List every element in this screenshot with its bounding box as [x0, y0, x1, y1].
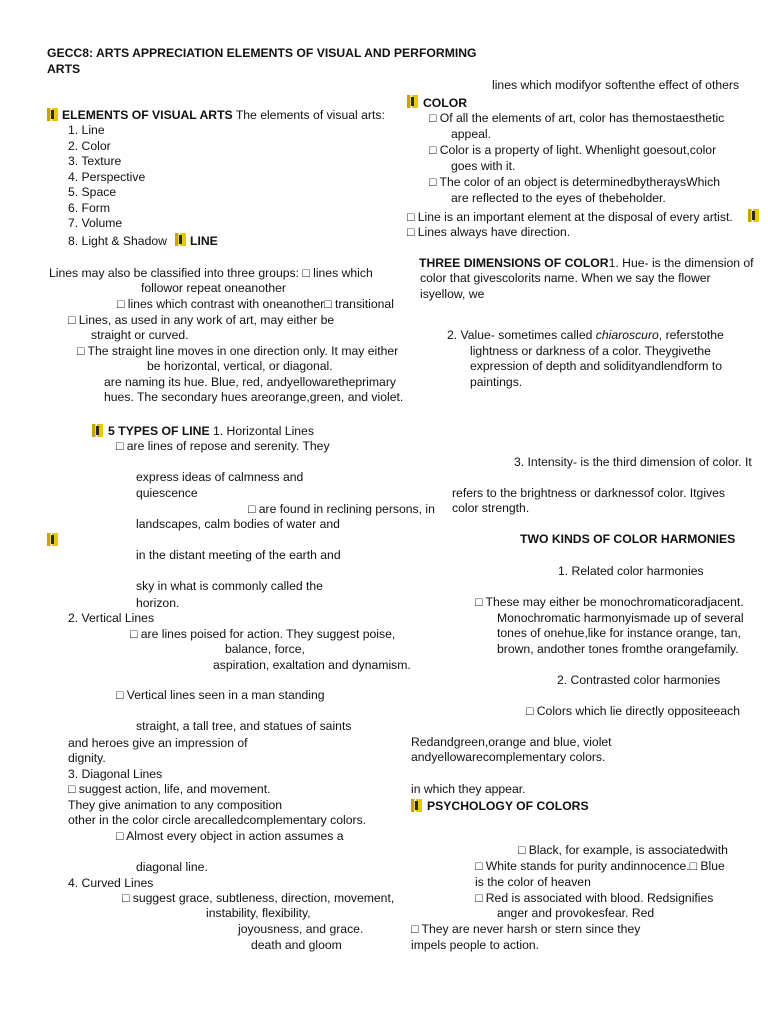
- elements-list-item: 6. Form: [68, 201, 110, 215]
- line-heading: LINE: [190, 234, 218, 248]
- color-line: □ The color of an object is determinedbytheraysWhich: [429, 175, 720, 189]
- groups-line: followor repeat oneanother: [141, 281, 286, 295]
- dims-line: color that givescolorits name. When we say the flower: [420, 271, 711, 285]
- types-line: 2. Vertical Lines: [68, 611, 155, 625]
- intensity-line: 3. Intensity- is the third dimension of color. It: [514, 455, 752, 469]
- groups-line: straight or curved.: [91, 328, 189, 342]
- types-line: landscapes, calm bodies of water and: [136, 517, 340, 531]
- types-line: aspiration, exaltation and dynamism.: [213, 658, 411, 672]
- value-italic: chiaroscuro: [595, 328, 659, 342]
- groups-line: hues. The secondary hues areorange,green, and violet.: [104, 390, 404, 404]
- document-title-line-2: ARTS: [47, 62, 81, 76]
- document-title-line-1: GECC8: ARTS APPRECIATION ELEMENTS OF VISUAL AND PERFORMING: [47, 46, 477, 60]
- line-element-note: □ Line is an important element at the disposal of every artist.: [407, 210, 733, 224]
- psych-line: □ Red is associated with blood. Redsignifies: [475, 891, 714, 905]
- types-line: quiescence: [136, 486, 198, 500]
- groups-line: □ Lines, as used in any work of art, may either be: [68, 313, 335, 327]
- types-line: □ are lines of repose and serenity. They: [116, 439, 330, 453]
- line-direction-note: □ Lines always have direction.: [407, 225, 571, 239]
- harmonies-line: andyellowarecomplementary colors.: [411, 750, 606, 764]
- psych-line: □ Black, for example, is associatedwith: [518, 843, 728, 857]
- bullet-marker-icon: [407, 95, 418, 108]
- color-line: appeal.: [451, 127, 491, 141]
- types-line: dignity.: [68, 751, 106, 765]
- elements-intro: The elements of visual arts:: [235, 108, 385, 122]
- elements-list-item: 5. Space: [68, 185, 117, 199]
- types-line: 3. Diagonal Lines: [68, 767, 163, 781]
- types-line: □ Vertical lines seen in a man standing: [116, 688, 325, 702]
- types-line: horizon.: [136, 596, 180, 610]
- elements-list-item: 7. Volume: [68, 216, 123, 230]
- value-text-b: , referstothe: [658, 328, 724, 342]
- bullet-marker-icon: [411, 799, 422, 812]
- value-line: lightness or darkness of a color. Theygivethe: [470, 344, 711, 358]
- types-line: straight, a tall tree, and statues of saints: [136, 719, 352, 733]
- types-line: in the distant meeting of the earth and: [136, 548, 341, 562]
- harmonies-line: □ These may either be monochromaticoradjacent.: [475, 595, 744, 609]
- types-heading: 5 TYPES OF LINE: [108, 424, 210, 438]
- bullet-marker-icon: [748, 209, 759, 222]
- elements-heading-line: [62, 108, 385, 123]
- value-line: paintings.: [470, 375, 523, 389]
- types-line: □ suggest action, life, and movement.: [68, 782, 271, 796]
- types-line: □ suggest grace, subtleness, direction, movement,: [122, 891, 395, 905]
- dims-heading: THREE DIMENSIONS OF COLOR: [419, 256, 609, 270]
- types-first: 1. Horizontal Lines: [212, 424, 314, 438]
- harmonies-line: in which they appear.: [411, 782, 526, 796]
- right-top-line: lines which modifyor softenthe effect of others: [492, 78, 740, 92]
- types-line: They give animation to any composition: [68, 798, 283, 812]
- bullet-marker-icon: [47, 108, 58, 121]
- bullet-marker-icon: [47, 533, 58, 546]
- psych-line: □ They are never harsh or stern since they: [411, 922, 641, 936]
- types-line: balance, force,: [225, 642, 305, 656]
- types-line: other in the color circle arecalledcomplementary colors.: [68, 813, 367, 827]
- elements-list-item: 4. Perspective: [68, 170, 146, 184]
- types-line: joyousness, and grace.: [238, 922, 364, 936]
- value-line: [447, 328, 724, 343]
- groups-line: Lines may also be classified into three groups: □ lines which: [49, 266, 373, 280]
- psych-heading: PSYCHOLOGY OF COLORS: [427, 799, 589, 813]
- types-line: 4. Curved Lines: [68, 876, 154, 890]
- harmonies-line: 2. Contrasted color harmonies: [557, 673, 721, 687]
- color-line: □ Of all the elements of art, color has themostaesthetic: [429, 111, 725, 125]
- elements-list-item: 2. Color: [68, 139, 111, 153]
- types-line: express ideas of calmness and: [136, 470, 304, 484]
- harmonies-line: Redandgreen,orange and blue, violet: [411, 735, 612, 749]
- groups-line: are naming its hue. Blue, red, andyellowaretheprimary: [104, 375, 396, 389]
- intensity-line: refers to the brightness or darknessof color. Itgives: [452, 486, 725, 500]
- color-line: are reflected to the eyes of thebeholder.: [451, 191, 666, 205]
- harmonies-line: □ Colors which lie directly oppositeeach: [526, 704, 740, 718]
- color-line: □ Color is a property of light. Whenlight goesout,color: [429, 143, 717, 157]
- psych-line: □ White stands for purity andinnocence.□ Blue: [475, 859, 725, 873]
- types-heading-line: [108, 424, 314, 439]
- psych-line: is the color of heaven: [475, 875, 591, 889]
- color-heading: COLOR: [423, 96, 468, 110]
- psych-line: impels people to action.: [411, 938, 540, 952]
- types-line: □ are lines poised for action. They suggest poise,: [130, 627, 396, 641]
- harmonies-line: brown, andother tones fromthe orangefamily.: [497, 642, 739, 656]
- harmonies-line: 1. Related color harmonies: [558, 564, 704, 578]
- elements-list-item: 1. Line: [68, 123, 105, 137]
- types-line: □ are found in reclining persons, in: [248, 502, 435, 516]
- dims-line: isyellow, we: [420, 287, 485, 301]
- value-text-a: 2. Value- sometimes called: [447, 328, 596, 342]
- harmonies-line: Monochromatic harmonyismade up of several: [497, 611, 744, 625]
- harmonies-line: tones of onehue,like for instance orange, tan,: [497, 626, 741, 640]
- types-line: death and gloom: [251, 938, 342, 952]
- groups-line: □ lines which contrast with oneanother□ transitional: [117, 297, 394, 311]
- value-line: expression of depth and solidityandlendform to: [470, 359, 723, 373]
- bullet-marker-icon: [92, 424, 103, 437]
- elements-list-item: 8. Light & Shadow: [68, 234, 167, 248]
- types-line: diagonal line.: [136, 860, 208, 874]
- bullet-marker-icon: [175, 233, 186, 246]
- intensity-line: color strength.: [452, 501, 530, 515]
- dims-first: 1. Hue- is the dimension of: [608, 256, 754, 270]
- groups-line: □ The straight line moves in one direction only. It may either: [77, 344, 399, 358]
- color-line: goes with it.: [451, 159, 516, 173]
- types-line: and heroes give an impression of: [68, 736, 248, 750]
- groups-line: be horizontal, vertical, or diagonal.: [147, 359, 333, 373]
- types-line: sky in what is commonly called the: [136, 579, 323, 593]
- types-line: □ Almost every object in action assumes a: [116, 829, 344, 843]
- types-line: instability, flexibility,: [206, 906, 311, 920]
- dims-heading-line: [419, 256, 754, 271]
- harmonies-heading: TWO KINDS OF COLOR HARMONIES: [520, 532, 736, 546]
- elements-list-item: 3. Texture: [68, 154, 122, 168]
- psych-line: anger and provokesfear. Red: [497, 906, 655, 920]
- elements-heading: ELEMENTS OF VISUAL ARTS: [62, 108, 233, 122]
